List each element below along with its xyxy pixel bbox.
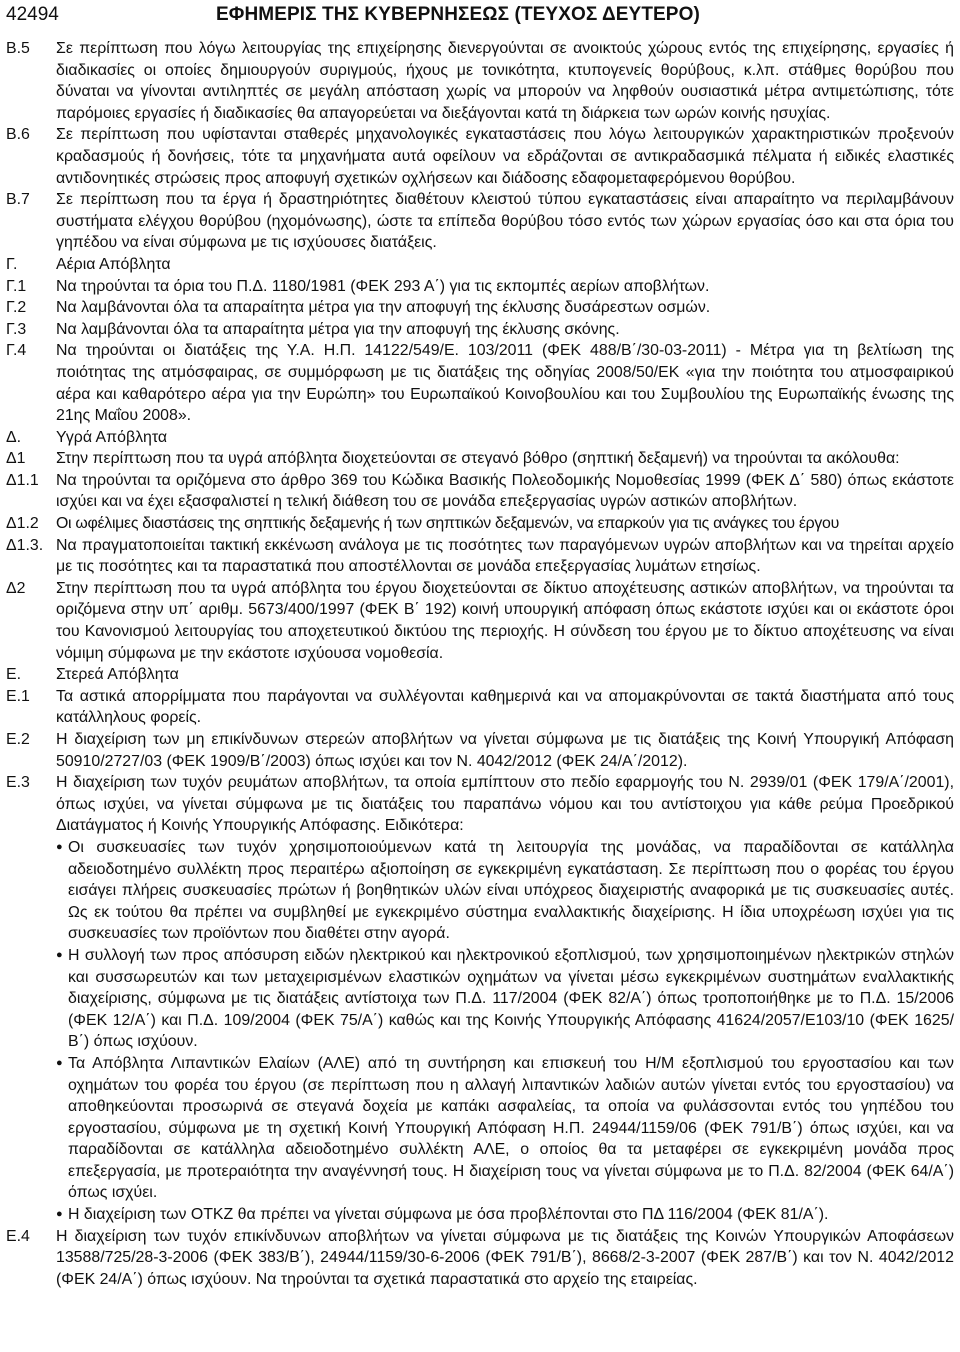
clause-label: Β.7 (6, 191, 30, 209)
clause-text: Η διαχείριση των τυχόν επικίνδυνων αποβλήτων να γίνεται σύμφωνα με τις διατάξεις της Κοινών Υπουργικών Αποφάσεων 13588/725/28-3-2006 (ΦΕΚ 383/Β΄), 24944/1159/30-6-2006 (ΦΕΚ 791/Β΄), 8668/2-3-2007 (ΦΕΚ 287/Β΄) και τον Ν. 4042/2012 (ΦΕΚ 24/Α΄) όπως ισχύουν. Να τηρούνται τα σχετικά παραστατικά στο αρχείο της εταιρείας. (56, 1227, 954, 1288)
clause-content (56, 189, 954, 254)
bullet-text: Τα Απόβλητα Λιπαντικών Ελαίων (ΑΛΕ) από τη συντήρηση και επισκευή του Η/Μ εξοπλισμού του εργοστασίου και των οχημάτων του φορέα του έργου (σε περίπτωση που η αλλαγή λιπαντικών λαδιών αυτών γίνεται εντός του εργοστασίου) να αποθηκεύονται προσωρινά σε στεγανά δοχεία με καπάκι ασφαλείας, τα οποία να φυλάσσονται εντός του γηπέδου του εργοστασίου, σύμφωνα με τη σχετική Κοινή Υπουργική Απόφαση Η.Π. 24944/1159/06 (ΦΕΚ 791/Β΄) όπως ισχύει, και να παραδίδονται σε κατάλληλα αδειοδοτημένο συλλέκτη ΑΛΕ, ο οποίος θα τα μεταφέρει σε εγκεκριμένη μονάδα προς επεξεργασία, με προτεραιότητα την αναγέννησή τους. Η διαχείριση τους να γίνεται σύμφωνα με το Π.Δ. 82/2004 (ΦΕΚ 64/Α΄) όπως ισχύει. (68, 1054, 954, 1202)
clause-label: Β.5 (6, 40, 30, 57)
clause-17 (6, 772, 954, 1225)
clause-text: Να τηρούνται οι διατάξεις της Υ.Α. Η.Π. 14122/549/Ε. 103/2011 (ΦΕΚ 488/Β΄/30-03-2011) - Μέτρα για τη βελτίωση της ποιότητας της ατμόσφαιρας, σε συμμόρφωση με τις διατάξεις της οδηγίας 2008/50/ΕΚ «για την ποιότητα του ατμοσφαιρικού αέρα και καθαρότερο αέρα για την Ευρώπη» του Ευρωπαϊκού Κοινοβουλίου και του Συμβουλίου της Ευρωπαϊκής ένωσης της 21ης Μαΐου 2008». (56, 342, 954, 425)
clause-content (56, 340, 954, 426)
clause-13 (6, 578, 954, 664)
clause-label: Δ2 (6, 579, 26, 597)
clause-8 (6, 427, 954, 449)
clause-label: Ε.1 (6, 687, 30, 705)
clause-content (56, 686, 954, 729)
clause-label: Γ.2 (6, 299, 27, 317)
clause-content (56, 297, 954, 319)
clause-content (56, 664, 954, 686)
clause-2 (6, 189, 954, 254)
clause-1 (6, 124, 954, 189)
clause-0 (6, 38, 954, 124)
clause-label: Δ1.2 (6, 515, 39, 533)
clause-text: Να τηρούνται τα όρια του Π.Δ. 1180/1981 (ΦΕΚ 293 Α΄) για τις εκπομπές αερίων αποβλήτων. (56, 277, 710, 295)
gazette-title: ΕΦΗΜΕΡΙΣ ΤΗΣ ΚΥΒΕΡΝΗΣΕΩΣ (ΤΕΥΧΟΣ ΔΕΥΤΕΡΟ) (216, 4, 700, 25)
clause-label: Ε.4 (6, 1227, 30, 1245)
clause-text: Να τηρούνται τα οριζόμενα στο άρθρο 369 του Κώδικα Βασικής Πολεοδομικής Νομοθεσίας 1999 (ΦΕΚ Δ΄ 580) όπως εκάστοτε ισχύει και να έχει εξασφαλιστεί η τελική διάθεση του σε μονάδα επεξεργασίας υγρών αστικών αποβλήτων. (56, 471, 954, 511)
clause-label: Γ.4 (6, 342, 27, 360)
bullet-item (56, 837, 954, 945)
bullet-item (56, 1053, 954, 1204)
clause-content (56, 276, 954, 298)
clause-3 (6, 254, 954, 276)
clause-10 (6, 470, 954, 513)
bullet-text: Οι συσκευασίες των τυχόν χρησιμοποιούμενων κατά τη λειτουργία της μονάδας, να παραδίδονται σε κατάλληλα αδειοδοτημένο συλλέκτη προς περαιτέρω αξιοποίηση σε εγκεκριμένη εγκατάσταση. Σε περίπτωση που ο φορέας του έργου εισάγει πλήρεις συσκευασίες πρώτων ή βοηθητικών υλών είναι υπόχρεος διαχειριστής αναφορικά με τις συσκευασίες αυτές. Ως εκ τούτου θα πρέπει να συμβληθεί με εγκεκριμένο σύστημα εναλλακτικής διαχείρισης. Η ίδια υποχρέωση ισχύει για τις συσκευασίες των προϊόντων που διαθέτει στην αγορά. (68, 838, 954, 943)
clause-16 (6, 729, 954, 772)
bullet-text: Η διαχείριση των ΟΤΚΖ θα πρέπει να γίνεται σύμφωνα με όσα προβλέπονται στο ΠΔ 116/2004 (ΦΕΚ 81/Α΄). (68, 1206, 829, 1224)
clause-4 (6, 276, 954, 298)
clause-text: Τα αστικά απορρίμματα που παράγονται να συλλέγονται καθημερινά και να απομακρύνονται σε τακτά διαστήματα από τους κατάλληλους φορείς. (56, 687, 954, 727)
clause-text: Στην περίπτωση που τα υγρά απόβλητα διοχετεύονται σε στεγανό βόθρο (σηπτική δεξαμενή) να τηρούνται τα ακόλουθα: (56, 450, 900, 468)
bullet-dot-icon: ● (56, 840, 63, 853)
clause-content (56, 729, 954, 772)
clause-content (56, 448, 954, 470)
clause-5 (6, 297, 954, 319)
clause-label: Δ1.3. (6, 536, 44, 554)
clause-content (56, 254, 954, 276)
page-number: 42494 (6, 4, 59, 25)
clause-label: Δ1.1 (6, 471, 39, 489)
bullet-dot-icon: ● (56, 1056, 63, 1069)
clause-content (56, 470, 954, 513)
clause-text: Στερεά Απόβλητα (56, 666, 179, 684)
bullet-dot-icon: ● (56, 1208, 63, 1221)
clause-content (56, 38, 954, 124)
clause-label: Γ.1 (6, 277, 27, 295)
clause-14 (6, 664, 954, 686)
clause-text: Οι ωφέλιμες διαστάσεις της σηπτικής δεξαμενής ή των σηπτικών δεξαμενών, να επαρκούν για τις ανάγκες του έργου (56, 515, 839, 533)
clause-label: Δ1 (6, 450, 26, 468)
bullet-item (56, 1204, 954, 1226)
document-body (6, 38, 954, 1290)
clause-label: Δ. (6, 428, 22, 446)
clause-15 (6, 686, 954, 729)
clause-9 (6, 448, 954, 470)
clause-12 (6, 535, 954, 578)
clause-label: Γ. (6, 255, 18, 273)
clause-text: Να λαμβάνονται όλα τα απαραίτητα μέτρα για την αποφυγή της έκλυσης δυσάρεστων οσμών. (56, 299, 711, 317)
clause-content (56, 513, 954, 535)
clause-text: Η διαχείριση των μη επικίνδυνων στερεών αποβλήτων να γίνεται σύμφωνα με τις διατάξεις της Κοινή Υπουργική Απόφαση 50910/2727/03 (ΦΕΚ 1909/Β΄/2003) όπως ισχύει και τον Ν. 4042/2012 (ΦΕΚ 24/Α΄/2012). (56, 731, 954, 770)
clause-text: Να λαμβάνονται όλα τα απαραίτητα μέτρα για την αποφυγή της έκλυσης σκόνης. (56, 320, 620, 338)
clause-content (56, 578, 954, 664)
bullet-item (56, 945, 954, 1053)
clause-text: Στην περίπτωση που τα υγρά απόβλητα του έργου διοχετεύονται σε δίκτυο αποχέτευσης αστικών αποβλήτων, να τηρούνται τα οριζόμενα στην υπ΄ αριθμ. 5673/400/1997 (ΦΕΚ Β΄ 192) κοινή υπουργική απόφαση όπως εκάστοτε ισχύει και οι εκάστοτε όροι του Κανονισμού λειτουργίας του αποχετευτικού δικτύου της περιοχής. Η σύνδεση του έργου με το δίκτυο αποχέτευσης να είναι νόμιμη σύμφωνα με την εκάστοτε ισχύουσα νομοθεσία. (56, 579, 954, 662)
clause-content (56, 1226, 954, 1291)
clause-text: Να πραγματοποιείται τακτική εκκένωση ανάλογα με τις ποσότητες των παραγόμενων υγρών αποβλήτων και να τηρείται αρχείο με τις ποσότητες και τα παραστατικά που αποστέλλονται σε μονάδα επεξεργασίας λυμάτων ετησίως. (56, 536, 954, 576)
clause-content (56, 427, 954, 449)
clause-content (56, 772, 954, 1225)
clause-text: Σε περίπτωση που υφίστανται σταθερές μηχανολογικές εγκαταστάσεις που λόγω λειτουργικών χαρακτηριστικών προξενούν κραδασμούς ή δονήσεις, τότε τα μηχανήματα αυτά οφείλουν να εδράζονται σε αντικραδασμικά πέλματα ή ειδικές ελαστικές αντιδονητικές στρώσεις προς αποφυγή σχετικών οχλήσεων και διάδοσης εδαφομεταφερόμενου θορύβου. (56, 126, 954, 187)
clause-label: Ε.3 (6, 774, 30, 792)
clause-content (56, 124, 954, 189)
clause-content (56, 535, 954, 578)
clause-label: Ε. (6, 666, 22, 684)
clause-18 (6, 1226, 954, 1291)
clause-label: Ε.2 (6, 731, 30, 748)
clause-text: Σε περίπτωση που τα έργα ή δραστηριότητες διαθέτουν κλειστού τύπου εγκαταστάσεις είναι απαραίτητο να περιλαμβάνουν συστήματα ελέγχου θορύβου (ηχομόνωσης), ώστε τα επίπεδα θορύβου τόσο εντός των χώρων εργασίας όσο και στα όρια του γηπέδου να είναι σύμφωνα με τις ισχύουσες διατάξεις. (56, 191, 954, 252)
clause-text: Σε περίπτωση που λόγω λειτουργίας της επιχείρησης διενεργούνται σε ανοικτούς χώρους εντός της επιχείρησης, εργασίες ή διαδικασίες οι οποίες δημιουργούν συριγμούς, ήχους με τονικότητα, κτυπογενείς θορύβους, κ.λπ. στάθμες θορύβου που δύναται να γίνονται αντιληπτές σε μεγάλη απόσταση χωρίς να μπορούν να ληφθούν ουσιαστικά μέτρα αντιμετώπισης, τότε παρόμοιες εργασίες ή διαδικασίες θα απαγορεύεται να διεξάγονται κατά τη διάρκεια των ωρών κοινής ησυχίας. (56, 40, 954, 122)
bullet-text: Η συλλογή των προς απόσυρση ειδών ηλεκτρικού και ηλεκτρονικού εξοπλισμού, των χρησιμοποιημένων ηλεκτρικών στηλών και συσσωρευτών και των μεταχειρισμένων ελαστικών οχημάτων να γίνεται μέσω εγκεκριμένων συστημάτων εναλλακτικής διαχείρισης, σύμφωνα με τις διατάξεις αντίστοιχα των Π.Δ. 117/2004 (ΦΕΚ 82/Α΄) όπως τροποποιήθηκε με το Π.Δ. 15/2006 (ΦΕΚ 12/Α΄) και Π.Δ. 109/2004 (ΦΕΚ 75/Α΄) καθώς και της Κοινής Υπουργικής Απόφασης 41624/2057/Ε103/10 (ΦΕΚ 1625/Β΄) όπως ισχύουν. (68, 946, 954, 1051)
clause-label: Β.6 (6, 126, 30, 144)
page-header (6, 0, 954, 38)
bullet-dot-icon: ● (56, 948, 63, 961)
clause-11 (6, 513, 954, 535)
clause-text: Υγρά Απόβλητα (56, 428, 168, 446)
clause-label: Γ.3 (6, 320, 27, 338)
clause-text: Η διαχείριση των τυχόν ρευμάτων αποβλήτων, τα οποία εμπίπτουν στο πεδίο εφαρμογής του Ν. 2939/01 (ΦΕΚ 179/Α΄/2001), όπως ισχύει, να γίνεται σύμφωνα με τις διατάξεις του παραπάνω νόμου και του αντίστοιχου για κάθε ρεύμα Προεδρικού Διατάγματος ή Κοινής Υπουργικής Απόφασης. Ειδικότερα: (56, 774, 954, 835)
clause-content (56, 319, 954, 341)
clause-7 (6, 340, 954, 426)
clause-6 (6, 319, 954, 341)
clause-text: Αέρια Απόβλητα (56, 255, 171, 273)
